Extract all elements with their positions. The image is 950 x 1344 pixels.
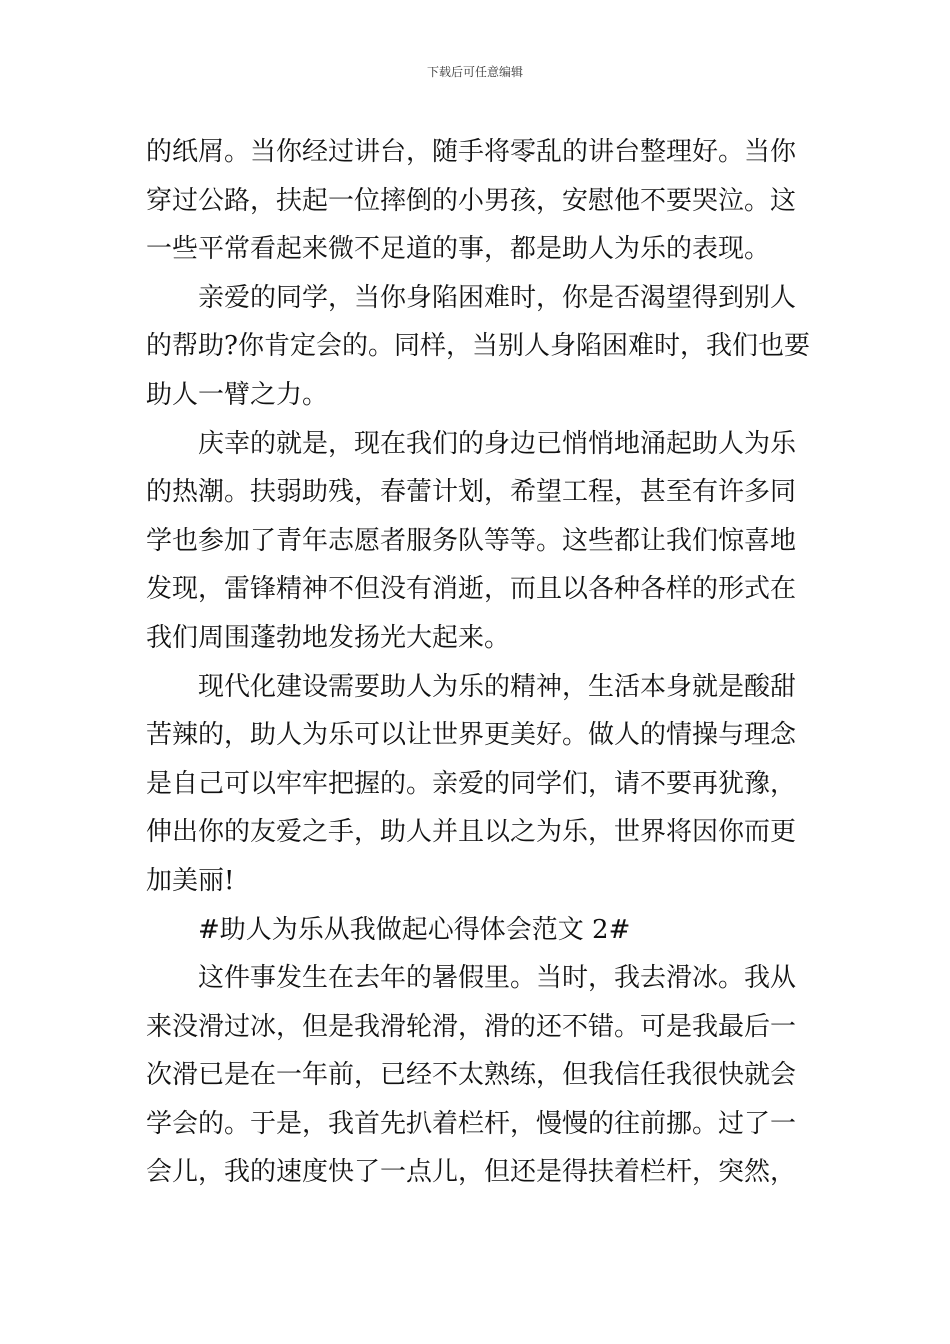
text-line: 穿过公路，扶起一位摔倒的小男孩，安慰他不要哭泣。这 xyxy=(146,185,797,216)
text-line: 伸出你的友爱之手，助人并且以之为乐，世界将因你而更 xyxy=(146,817,797,848)
document-body xyxy=(146,128,810,1197)
text-line: 苦辣的，助人为乐可以让世界更美好。做人的情操与理念 xyxy=(146,720,797,751)
text-line: 次滑已是在一年前，已经不太熟练，但我信任我很快就会 xyxy=(146,1060,797,1091)
text-line: 庆幸的就是，现在我们的身边已悄悄地涌起助人为乐 xyxy=(198,428,797,459)
text-line: 这件事发生在去年的暑假里。当时，我去滑冰。我从 xyxy=(198,963,797,994)
page-header: 下载后可任意编辑 xyxy=(426,65,523,79)
text-line: 现代化建设需要助人为乐的精神，生活本身就是酸甜 xyxy=(198,671,797,702)
text-line: 学也参加了青年志愿者服务队等等。这些都让我们惊喜地 xyxy=(146,525,797,556)
text-line: 的纸屑。当你经过讲台，随手将零乱的讲台整理好。当你 xyxy=(146,137,797,167)
section-heading: #助人为乐从我做起心得体会范文 2# xyxy=(198,914,631,945)
text-line: 发现，雷锋精神不但没有消逝，而且以各种各样的形式在 xyxy=(146,574,797,605)
text-line: 我们周围蓬勃地发扬光大起来。 xyxy=(146,622,511,653)
text-line: 的帮助?你肯定会的。同样，当别人身陷困难时，我们也要 xyxy=(146,331,810,362)
text-line: 是自己可以牢牢把握的。亲爱的同学们，请不要再犹豫， xyxy=(146,768,797,799)
text-line: 加美丽! xyxy=(146,865,235,896)
text-line: 助人一臂之力。 xyxy=(146,379,329,410)
text-line: 会儿，我的速度快了一点儿，但还是得扶着栏杆，突然， xyxy=(146,1157,797,1188)
text-line: 亲爱的同学，当你身陷困难时，你是否渴望得到别人 xyxy=(198,282,797,313)
text-line: 学会的。于是，我首先扒着栏杆，慢慢的往前挪。过了一 xyxy=(146,1108,797,1139)
text-line: 来没滑过冰，但是我滑轮滑，滑的还不错。可是我最后一 xyxy=(146,1011,797,1042)
text-line: 一些平常看起来微不足道的事，都是助人为乐的表现。 xyxy=(146,234,771,265)
text-line: 的热潮。扶弱助残，春蕾计划，希望工程，甚至有许多同 xyxy=(146,477,797,508)
